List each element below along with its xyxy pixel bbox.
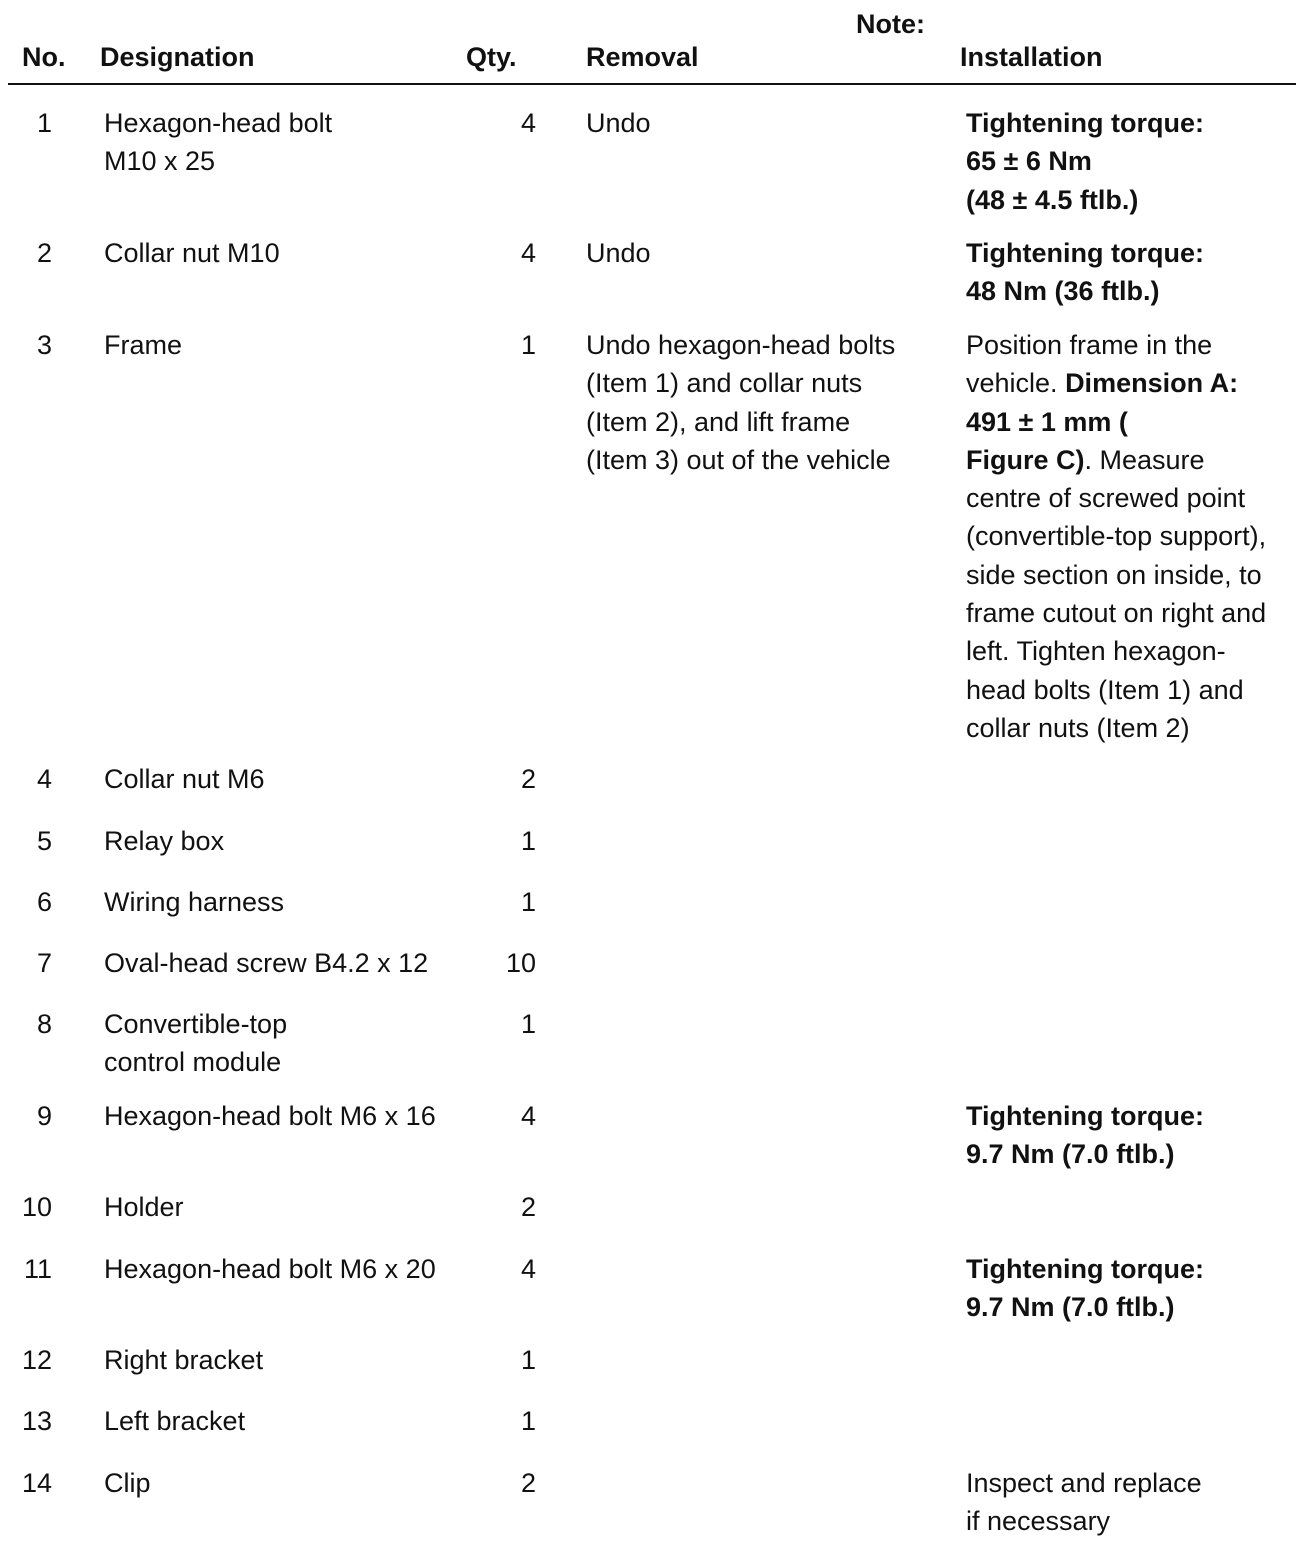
- quantity-cell: 4: [520, 238, 536, 268]
- installation-text: (convertible-top support),: [966, 521, 1267, 552]
- designation-cell: [104, 1464, 454, 1502]
- installation-cell: [966, 1464, 1286, 1541]
- quantity-cell: 1: [520, 826, 536, 856]
- header-note: Note:: [856, 9, 925, 39]
- installation-line: 65 ± 6 Nm: [966, 146, 1092, 177]
- installation-cell: [966, 104, 1286, 219]
- designation-cell: [104, 883, 454, 921]
- designation-cell: [104, 326, 454, 364]
- removal-line: Undo hexagon-head bolts: [586, 330, 896, 360]
- quantity-cell: 2: [520, 1468, 536, 1498]
- header-installation: Installation: [960, 42, 1103, 72]
- installation-line: [966, 556, 1286, 594]
- installation-text: vehicle.: [966, 368, 1066, 399]
- item-number: 3: [36, 330, 52, 360]
- designation-cell: [104, 1250, 454, 1288]
- designation-line: Holder: [104, 1192, 184, 1222]
- designation-cell: [104, 234, 454, 272]
- installation-line: [966, 326, 1286, 364]
- installation-line: Tightening torque:: [966, 238, 1204, 268]
- installation-text: side section on inside, to: [966, 559, 1262, 590]
- removal-line: Undo: [586, 238, 651, 268]
- installation-line: [966, 441, 1286, 479]
- installation-line: [966, 403, 1286, 441]
- installation-line: [966, 632, 1286, 670]
- designation-cell: [104, 760, 454, 798]
- installation-text: frame cutout on right and: [966, 598, 1267, 629]
- installation-line: Tightening torque:: [966, 1254, 1204, 1284]
- header-designation: Designation: [100, 42, 255, 72]
- designation-line: Right bracket: [104, 1345, 264, 1375]
- installation-line: [966, 709, 1286, 747]
- installation-line: [966, 594, 1286, 632]
- designation-cell: [104, 822, 454, 860]
- item-number: 1: [36, 108, 52, 138]
- quantity-cell: 4: [520, 108, 536, 138]
- installation-line: [966, 671, 1286, 709]
- designation-line: Left bracket: [104, 1406, 246, 1436]
- installation-cell: [966, 326, 1286, 747]
- quantity-cell: 1: [520, 330, 536, 360]
- quantity-cell: 2: [520, 1192, 536, 1222]
- designation-line: control module: [104, 1047, 282, 1078]
- quantity-cell: 10: [505, 948, 536, 978]
- installation-line: 9.7 Nm (7.0 ftlb.): [966, 1292, 1175, 1323]
- quantity-cell: 1: [520, 887, 536, 917]
- item-number: 2: [36, 238, 52, 268]
- item-number: 9: [36, 1101, 52, 1131]
- header-rule: [8, 83, 1296, 85]
- installation-cell: [966, 1097, 1286, 1174]
- designation-line: Wiring harness: [104, 887, 285, 917]
- item-number: 8: [36, 1009, 52, 1039]
- designation-line: M10 x 25: [104, 146, 216, 177]
- quantity-cell: 1: [520, 1345, 536, 1375]
- designation-cell: [104, 1341, 454, 1379]
- quantity-cell: 4: [520, 1101, 536, 1131]
- installation-text: Position frame in the: [966, 330, 1213, 360]
- designation-line: Hexagon-head bolt M6 x 16: [104, 1101, 436, 1131]
- installation-emphasis: Dimension A:: [1065, 368, 1239, 399]
- installation-line: 9.7 Nm (7.0 ftlb.): [966, 1139, 1175, 1170]
- installation-text: collar nuts (Item 2): [966, 712, 1190, 743]
- designation-line: Frame: [104, 330, 183, 360]
- removal-line: Undo: [586, 108, 651, 138]
- quantity-cell: 1: [520, 1406, 536, 1436]
- item-number: 6: [36, 887, 52, 917]
- designation-cell: [104, 1097, 454, 1135]
- item-number: 4: [36, 764, 52, 794]
- item-number: 10: [21, 1192, 52, 1222]
- designation-line: Hexagon-head bolt: [104, 108, 333, 138]
- item-number: 11: [23, 1254, 52, 1284]
- installation-text: . Measure: [1084, 444, 1205, 475]
- installation-line: 48 Nm (36 ftlb.): [966, 276, 1160, 307]
- designation-line: Convertible-top: [104, 1009, 288, 1039]
- installation-line: [966, 517, 1286, 555]
- installation-text: head bolts (Item 1) and: [966, 674, 1244, 705]
- installation-line: Inspect and replace: [966, 1468, 1202, 1498]
- designation-line: Collar nut M6: [104, 764, 265, 794]
- installation-line: if necessary: [966, 1506, 1111, 1537]
- designation-cell: [104, 1005, 454, 1082]
- installation-cell: [966, 234, 1286, 311]
- quantity-cell: 1: [520, 1009, 536, 1039]
- item-number: 14: [21, 1468, 52, 1498]
- item-number: 7: [36, 948, 52, 978]
- removal-cell: [586, 326, 936, 479]
- header-no: No.: [22, 42, 66, 72]
- designation-cell: [104, 1402, 454, 1440]
- header-qty: Qty.: [466, 42, 517, 72]
- designation-cell: [104, 1188, 454, 1226]
- removal-cell: [586, 234, 936, 272]
- installation-line: Tightening torque:: [966, 108, 1204, 138]
- installation-text: centre of screwed point: [966, 483, 1246, 514]
- designation-line: Hexagon-head bolt M6 x 20: [104, 1254, 436, 1284]
- designation-line: Relay box: [104, 826, 225, 856]
- installation-line: (48 ± 4.5 ftlb.): [966, 184, 1139, 215]
- installation-emphasis: Figure C): [966, 444, 1085, 475]
- installation-text: left. Tighten hexagon-: [966, 636, 1226, 667]
- designation-cell: [104, 944, 454, 982]
- header-removal: Removal: [586, 42, 699, 72]
- designation-line: Collar nut M10: [104, 238, 280, 268]
- item-number: 13: [21, 1406, 52, 1436]
- installation-line: [966, 364, 1286, 402]
- item-number: 5: [36, 826, 52, 856]
- removal-line: (Item 1) and collar nuts: [586, 368, 863, 399]
- quantity-cell: 4: [520, 1254, 536, 1284]
- designation-line: Oval-head screw B4.2 x 12: [104, 948, 429, 978]
- installation-line: [966, 479, 1286, 517]
- installation-line: Tightening torque:: [966, 1101, 1204, 1131]
- installation-cell: [966, 1250, 1286, 1327]
- item-number: 12: [21, 1345, 52, 1375]
- removal-line: (Item 2), and lift frame: [586, 406, 851, 437]
- designation-line: Clip: [104, 1468, 151, 1498]
- removal-cell: [586, 104, 936, 142]
- installation-emphasis: 491 ± 1 mm (: [966, 406, 1128, 437]
- designation-cell: [104, 104, 454, 181]
- removal-line: (Item 3) out of the vehicle: [586, 444, 891, 475]
- quantity-cell: 2: [520, 764, 536, 794]
